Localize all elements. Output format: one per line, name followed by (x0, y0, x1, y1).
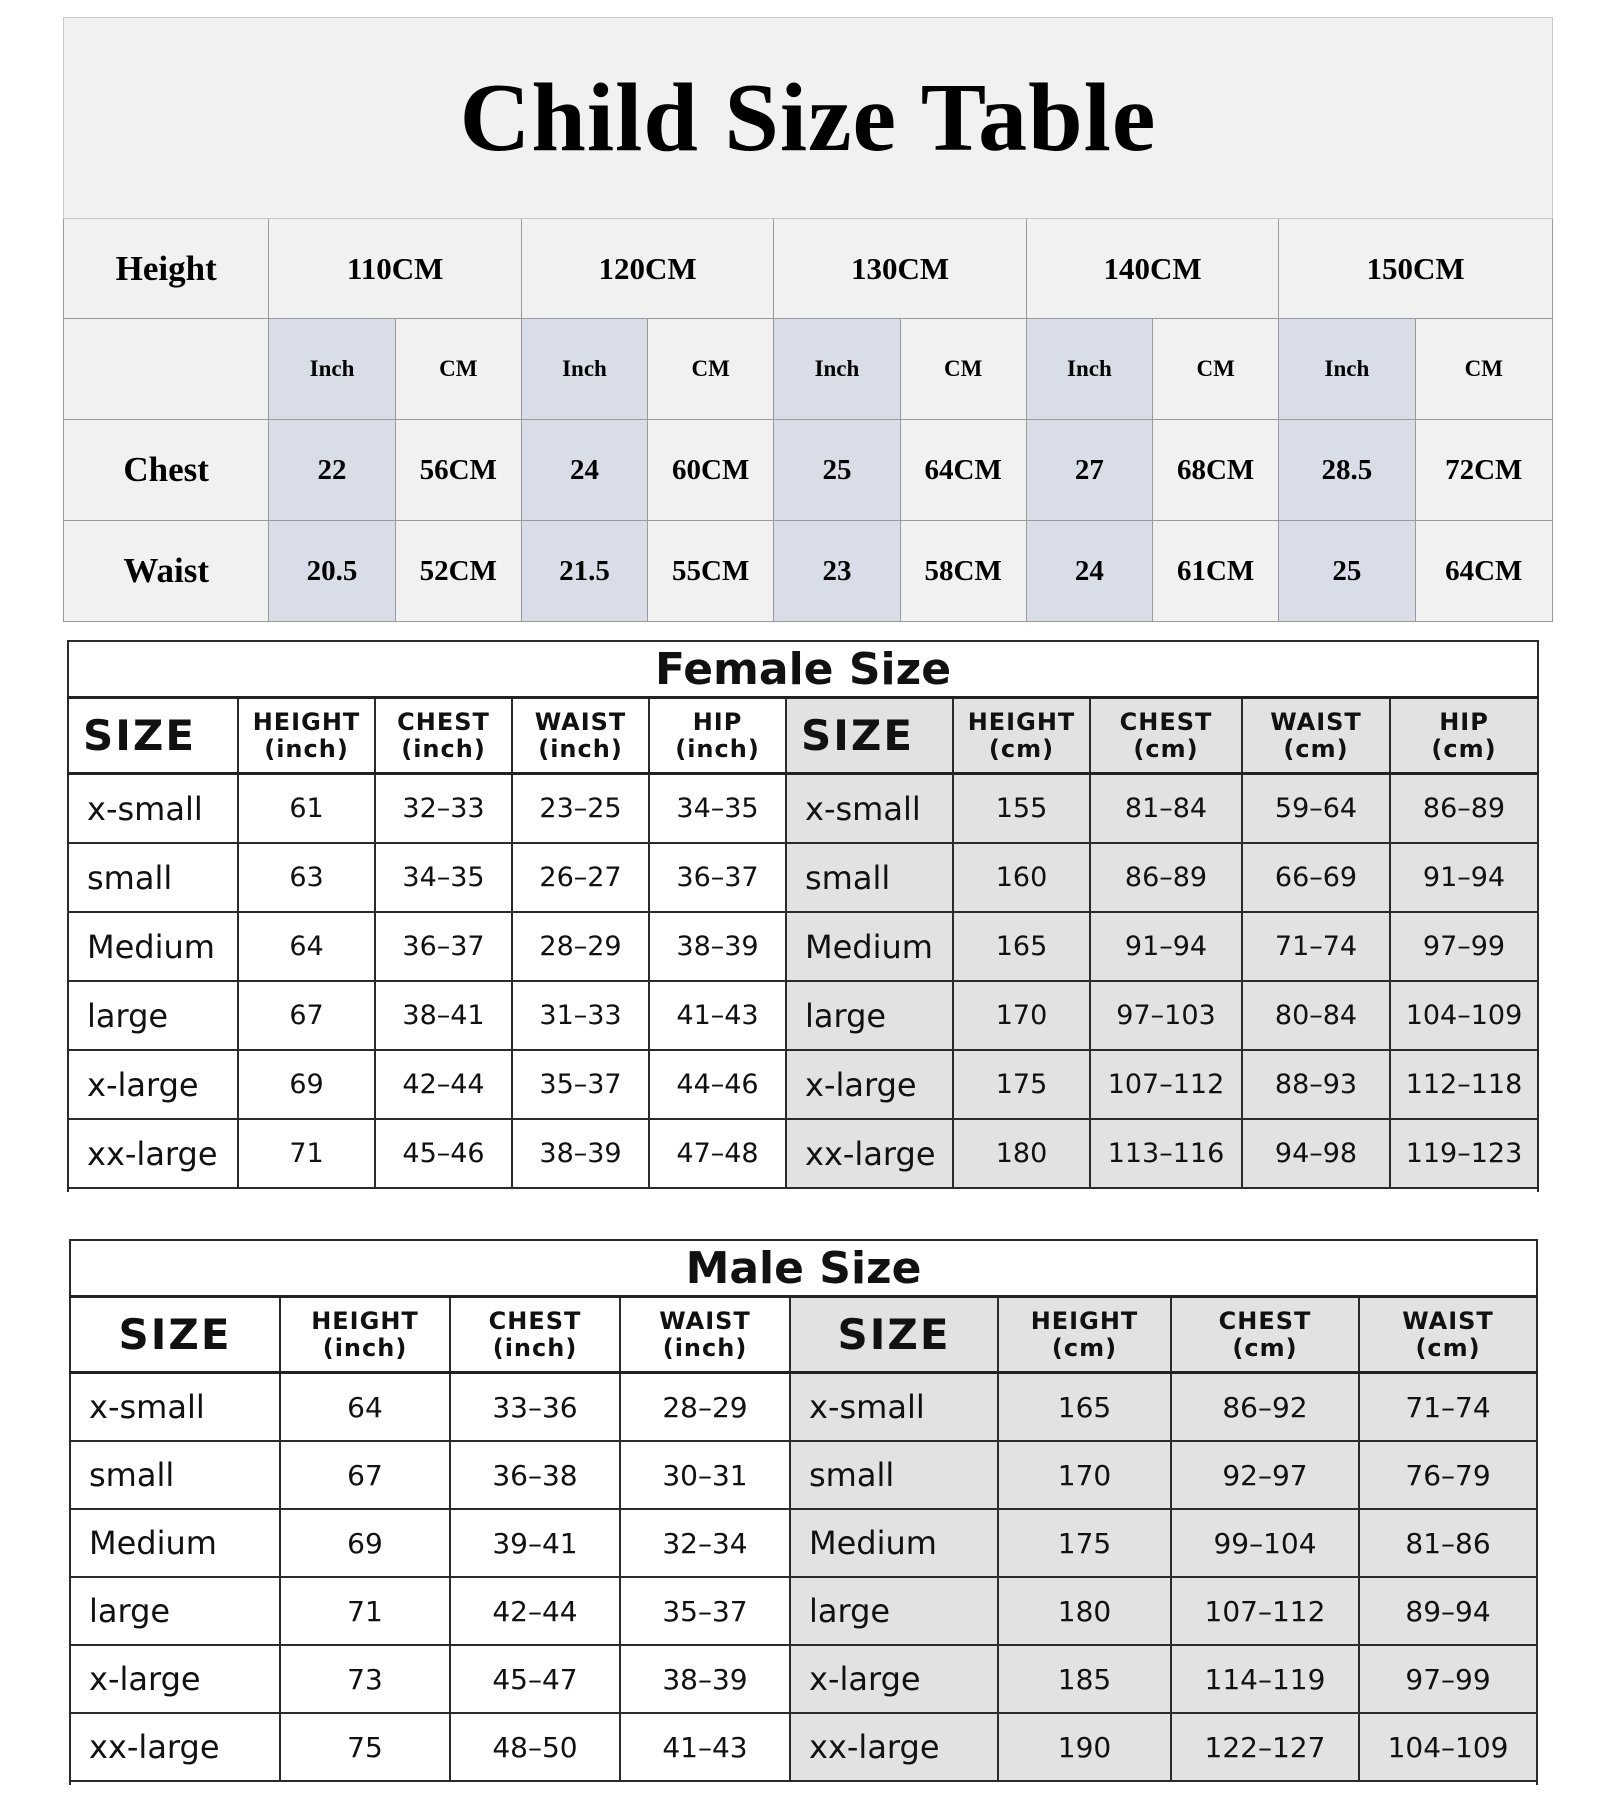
cm-value-cell: 99–104 (1171, 1509, 1359, 1577)
inch-value-cell: 38–39 (512, 1119, 649, 1188)
cm-value-cell: 86–92 (1171, 1373, 1359, 1442)
cm-value-cell: 71–74 (1242, 912, 1390, 981)
unit-inch: Inch (269, 319, 395, 420)
cm-value-cell: 71–74 (1359, 1373, 1537, 1442)
cm-value-cell: 94–98 (1242, 1119, 1390, 1188)
waist-inch-cell: 21.5 (521, 521, 647, 622)
child-size-table (63, 17, 1553, 622)
unit-inch: Inch (1026, 319, 1152, 420)
height-130: 130CM (774, 218, 1026, 319)
cm-value-cell: 97–99 (1359, 1645, 1537, 1713)
inch-value-cell: 41–43 (649, 981, 786, 1050)
table-row (70, 1509, 1537, 1577)
cm-value-cell: 104–109 (1390, 981, 1538, 1050)
female-title: Female Size (68, 641, 1538, 698)
inch-value-cell: 67 (280, 1441, 450, 1509)
size-header: SIZE (790, 1297, 998, 1373)
inch-value-cell: 73 (280, 1645, 450, 1713)
size-name-cell: x-large (70, 1645, 280, 1713)
cm-value-cell: 170 (953, 981, 1090, 1050)
size-name-cell: Medium (70, 1509, 280, 1577)
unit-cm: CM (900, 319, 1026, 420)
waist-cm-header: WAIST (cm) (1242, 698, 1390, 774)
size-name-cell: x-large (68, 1050, 238, 1119)
unit-inch: Inch (1279, 319, 1415, 420)
waist-cm-cell: 55CM (648, 521, 774, 622)
chest-cm-cell: 60CM (648, 420, 774, 521)
waist-inch-cell: 25 (1279, 521, 1415, 622)
child-title-cell (64, 18, 1553, 219)
inch-value-cell: 42–44 (450, 1577, 620, 1645)
inch-value-cell: 36–37 (375, 912, 512, 981)
inch-value-cell: 48–50 (450, 1713, 620, 1781)
inch-value-cell: 35–37 (512, 1050, 649, 1119)
empty-unit-label (64, 319, 269, 420)
cm-value-cell: 59–64 (1242, 774, 1390, 844)
table-row (70, 1373, 1537, 1442)
child-height-row (64, 218, 1553, 319)
size-name-cell: large (790, 1577, 998, 1645)
cm-value-cell: 160 (953, 843, 1090, 912)
table-bottom-edge (70, 1781, 1537, 1785)
table-row (68, 912, 1538, 981)
table-row (70, 1713, 1537, 1781)
size-name-cell: small (790, 1441, 998, 1509)
cm-value-cell: 119–123 (1390, 1119, 1538, 1188)
cm-value-cell: 112–118 (1390, 1050, 1538, 1119)
inch-value-cell: 63 (238, 843, 375, 912)
table-row (68, 1050, 1538, 1119)
cm-value-cell: 107–112 (1171, 1577, 1359, 1645)
child-unit-row (64, 319, 1553, 420)
cm-value-cell: 170 (998, 1441, 1171, 1509)
cm-value-cell: 165 (998, 1373, 1171, 1442)
inch-value-cell: 39–41 (450, 1509, 620, 1577)
waist-cm-cell: 64CM (1415, 521, 1552, 622)
size-name-cell: x-large (790, 1645, 998, 1713)
size-name-cell: small (68, 843, 238, 912)
inch-value-cell: 64 (280, 1373, 450, 1442)
height-inch-header: HEIGHT (inch) (280, 1297, 450, 1373)
inch-value-cell: 42–44 (375, 1050, 512, 1119)
height-120: 120CM (521, 218, 773, 319)
size-name-cell: xx-large (790, 1713, 998, 1781)
cm-value-cell: 175 (953, 1050, 1090, 1119)
size-name-cell: xx-large (70, 1713, 280, 1781)
cm-value-cell: 180 (998, 1577, 1171, 1645)
male-title: Male Size (70, 1240, 1537, 1297)
cm-value-cell: 122–127 (1171, 1713, 1359, 1781)
size-name-cell: small (70, 1441, 280, 1509)
table-row (70, 1441, 1537, 1509)
unit-inch: Inch (774, 319, 900, 420)
chest-cm-cell: 64CM (900, 420, 1026, 521)
inch-value-cell: 36–38 (450, 1441, 620, 1509)
unit-inch: Inch (521, 319, 647, 420)
table-row (68, 1119, 1538, 1188)
cm-value-cell: 113–116 (1090, 1119, 1242, 1188)
cm-value-cell: 165 (953, 912, 1090, 981)
cm-value-cell: 80–84 (1242, 981, 1390, 1050)
height-110: 110CM (269, 218, 521, 319)
chest-inch-cell: 28.5 (1279, 420, 1415, 521)
female-header-row (68, 698, 1538, 774)
cm-value-cell: 104–109 (1359, 1713, 1537, 1781)
female-size-table (67, 640, 1539, 1192)
child-table-title: Child Size Table (459, 63, 1157, 172)
waist-inch-cell: 20.5 (269, 521, 395, 622)
cm-value-cell: 107–112 (1090, 1050, 1242, 1119)
chest-inch-cell: 25 (774, 420, 900, 521)
size-name-cell: Medium (790, 1509, 998, 1577)
table-row (70, 1577, 1537, 1645)
inch-value-cell: 45–47 (450, 1645, 620, 1713)
waist-cm-header: WAIST (cm) (1359, 1297, 1537, 1373)
size-name-cell: Medium (786, 912, 953, 981)
inch-value-cell: 32–33 (375, 774, 512, 844)
waist-inch-header: WAIST (inch) (620, 1297, 790, 1373)
waist-inch-header: WAIST (inch) (512, 698, 649, 774)
inch-value-cell: 26–27 (512, 843, 649, 912)
size-name-cell: x-small (786, 774, 953, 844)
chest-inch-header: CHEST (inch) (450, 1297, 620, 1373)
chest-cm-cell: 72CM (1415, 420, 1552, 521)
waist-inch-cell: 23 (774, 521, 900, 622)
size-header: SIZE (786, 698, 953, 774)
inch-value-cell: 35–37 (620, 1577, 790, 1645)
cm-value-cell: 175 (998, 1509, 1171, 1577)
inch-value-cell: 28–29 (620, 1373, 790, 1442)
cm-value-cell: 81–84 (1090, 774, 1242, 844)
cm-value-cell: 86–89 (1390, 774, 1538, 844)
chest-inch-cell: 22 (269, 420, 395, 521)
unit-cm: CM (1153, 319, 1279, 420)
size-name-cell: x-small (68, 774, 238, 844)
hip-cm-header: HIP (cm) (1390, 698, 1538, 774)
chest-cm-cell: 68CM (1153, 420, 1279, 521)
cm-value-cell: 190 (998, 1713, 1171, 1781)
inch-value-cell: 67 (238, 981, 375, 1050)
size-name-cell: x-small (70, 1373, 280, 1442)
cm-value-cell: 89–94 (1359, 1577, 1537, 1645)
cm-value-cell: 88–93 (1242, 1050, 1390, 1119)
child-waist-row (64, 521, 1553, 622)
height-inch-header: HEIGHT (inch) (238, 698, 375, 774)
size-name-cell: xx-large (786, 1119, 953, 1188)
size-name-cell: x-large (786, 1050, 953, 1119)
chest-inch-cell: 27 (1026, 420, 1152, 521)
chest-cm-header: CHEST (cm) (1090, 698, 1242, 774)
inch-value-cell: 75 (280, 1713, 450, 1781)
table-row (70, 1645, 1537, 1713)
size-name-cell: large (70, 1577, 280, 1645)
inch-value-cell: 47–48 (649, 1119, 786, 1188)
inch-value-cell: 34–35 (649, 774, 786, 844)
inch-value-cell: 36–37 (649, 843, 786, 912)
waist-cm-cell: 61CM (1153, 521, 1279, 622)
inch-value-cell: 33–36 (450, 1373, 620, 1442)
inch-value-cell: 28–29 (512, 912, 649, 981)
inch-value-cell: 45–46 (375, 1119, 512, 1188)
inch-value-cell: 31–33 (512, 981, 649, 1050)
cm-value-cell: 86–89 (1090, 843, 1242, 912)
cm-value-cell: 91–94 (1090, 912, 1242, 981)
cm-value-cell: 185 (998, 1645, 1171, 1713)
cm-value-cell: 114–119 (1171, 1645, 1359, 1713)
height-140: 140CM (1026, 218, 1278, 319)
inch-value-cell: 44–46 (649, 1050, 786, 1119)
inch-value-cell: 69 (280, 1509, 450, 1577)
height-150: 150CM (1279, 218, 1553, 319)
height-label: Height (64, 218, 269, 319)
size-header: SIZE (68, 698, 238, 774)
inch-value-cell: 38–39 (620, 1645, 790, 1713)
size-name-cell: Medium (68, 912, 238, 981)
inch-value-cell: 38–39 (649, 912, 786, 981)
cm-value-cell: 180 (953, 1119, 1090, 1188)
table-row (68, 843, 1538, 912)
size-name-cell: large (68, 981, 238, 1050)
inch-value-cell: 71 (238, 1119, 375, 1188)
inch-value-cell: 32–34 (620, 1509, 790, 1577)
size-name-cell: x-small (790, 1373, 998, 1442)
inch-value-cell: 71 (280, 1577, 450, 1645)
chest-cm-cell: 56CM (395, 420, 521, 521)
inch-value-cell: 64 (238, 912, 375, 981)
size-name-cell: large (786, 981, 953, 1050)
male-size-table (69, 1239, 1538, 1785)
inch-value-cell: 41–43 (620, 1713, 790, 1781)
inch-value-cell: 30–31 (620, 1441, 790, 1509)
cm-value-cell: 155 (953, 774, 1090, 844)
inch-value-cell: 34–35 (375, 843, 512, 912)
cm-value-cell: 81–86 (1359, 1509, 1537, 1577)
cm-value-cell: 76–79 (1359, 1441, 1537, 1509)
cm-value-cell: 92–97 (1171, 1441, 1359, 1509)
inch-value-cell: 23–25 (512, 774, 649, 844)
chest-inch-cell: 24 (521, 420, 647, 521)
size-name-cell: xx-large (68, 1119, 238, 1188)
unit-cm: CM (1415, 319, 1552, 420)
unit-cm: CM (395, 319, 521, 420)
cm-value-cell: 66–69 (1242, 843, 1390, 912)
waist-cm-cell: 52CM (395, 521, 521, 622)
chest-inch-header: CHEST (inch) (375, 698, 512, 774)
inch-value-cell: 69 (238, 1050, 375, 1119)
height-cm-header: HEIGHT (cm) (953, 698, 1090, 774)
chest-cm-header: CHEST (cm) (1171, 1297, 1359, 1373)
cm-value-cell: 91–94 (1390, 843, 1538, 912)
table-row (68, 774, 1538, 844)
male-header-row (70, 1297, 1537, 1373)
inch-value-cell: 61 (238, 774, 375, 844)
size-name-cell: small (786, 843, 953, 912)
cm-value-cell: 97–103 (1090, 981, 1242, 1050)
cm-value-cell: 97–99 (1390, 912, 1538, 981)
waist-label: Waist (64, 521, 269, 622)
hip-inch-header: HIP (inch) (649, 698, 786, 774)
height-cm-header: HEIGHT (cm) (998, 1297, 1171, 1373)
waist-inch-cell: 24 (1026, 521, 1152, 622)
waist-cm-cell: 58CM (900, 521, 1026, 622)
unit-cm: CM (648, 319, 774, 420)
inch-value-cell: 38–41 (375, 981, 512, 1050)
size-header: SIZE (70, 1297, 280, 1373)
table-bottom-edge (68, 1188, 1538, 1192)
chest-label: Chest (64, 420, 269, 521)
table-row (68, 981, 1538, 1050)
child-chest-row (64, 420, 1553, 521)
